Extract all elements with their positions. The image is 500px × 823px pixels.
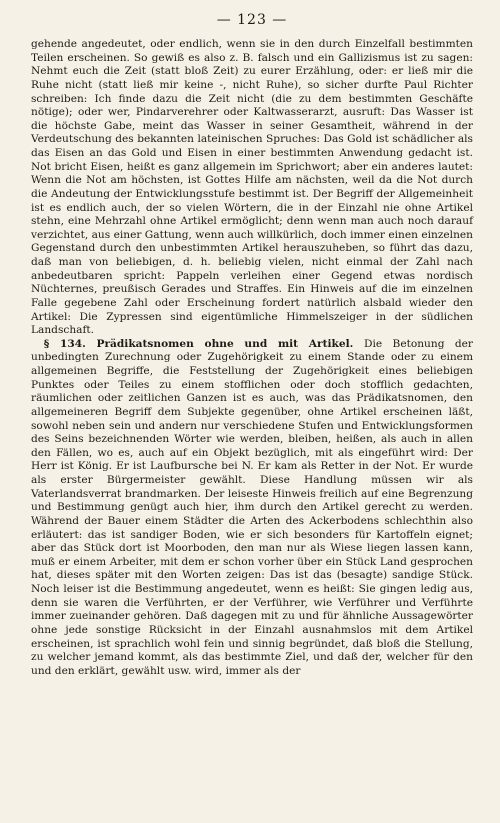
paragraph-text: gehende angedeutet, oder endlich, wenn sie in den durch Einzelfall bestimmten Teilen erscheinen. So gewiß es also z. B. falsch und ein Gallizismus ist zu sagen: Nehmt euch die Zeit (statt bloß Zeit) zu eurer Erzählung, oder: er ließ mir die Ruhe nicht (statt ließ mir keine -, nicht Ruhe), so sicher durfte Paul Richter schreiben: Ich finde dazu die Zeit nicht (die zu dem bestimmten Geschäfte nötige); oder wer, Pindarverehrer oder Kaltwasserarzt, ausruft: Das Wasser ist die höchste Gabe, meint das Wasser in seiner Gesamtheit, während in der Verdeutschung des bekannten lateinischen Spruches: Das Gold ist schädlicher als das Eisen an das Gold und Eisen in einer bestimmten Anwendung gedacht ist. Not bricht Eisen, heißt es ganz allgemein im Sprichwort; aber ein anderes lautet: Wenn die Not am höchsten, ist Gottes Hilfe am nächsten, weil da die Not durch die Andeutung der Entwicklungsstufe bestimmt ist. Der Begriff der Allgemeinheit ist es endlich auch, der so vielen Wörtern, die in der Einzahl nie ohne Artikel stehn, eine Mehrzahl ohne Artikel ermöglicht; denn wenn man auch noch darauf verzichtet, aus einer Gattung, wenn auch willkürlich, doch immer einen einzelnen Gegenstand durch den unbestimmten Artikel herauszuheben, so führt das dazu, daß man von beliebigen, d. h. beliebig vielen, nicht einmal der Zahl nach anbedeutbaren spricht: Pappeln verleihen einer Gegend etwas nordisch Nüchternes, preußisch Gerades und Straffes. Ein Hinweis auf die im einzelnen Falle gegebene Zahl oder Erscheinung fordert natürlich alsbald wieder den Artikel: Die Zypressen sind eigentümliche Himmelszeiger in der südlichen Landschaft. [31, 38, 473, 337]
section-heading: § 134. Prädikatsnomen ohne und mit Artikel. [43, 337, 364, 350]
paragraph-section-134 [31, 338, 473, 679]
paragraph-text: Die Betonung der unbedingten Zurechnung oder Zugehörigkeit zu einem Stande oder zu einem allgemeinen Begriffe, die Feststellung der Zugehörigkeit eines beliebigen Punktes oder Teiles zu einem stofflichen oder doch stofflich gedachten, räumlichen oder zeitlichen Ganzen ist es auch, was das Prädikatsnomen, den allgemeineren Begriff dem Subjekte gegenüber, ohne Artikel erscheinen läßt, sowohl neben sein und andern nur verschiedene Stufen und Entwicklungsformen des Seins bezeichnenden Wörter wie werden, bleiben, heißen, als auch in allen den Fällen, wo es, auch auf ein Objekt bezüglich, mit als eingeführt wird: Der Herr ist König. Er ist Laufbursche bei N. Er kam als Retter in der Not. Er wurde als erster Bürgermeister gewählt. Diese Handlung müssen wir als Vaterlandsverrat brandmarken. Der leiseste Hinweis freilich auf eine Begrenzung und Bestimmung genügt auch hier, ihm durch den Artikel gerecht zu werden. Während der Bauer einem Städter die Arten des Ackerbodens schlechthin also erläutert: das ist sandiger Boden, wie er sich besonders für Kartoffeln eignet; aber das Stück dort ist Moorboden, den man nur als Wiese liegen lassen kann, muß er einem Arbeiter, mit dem er schon vorher über ein Stück Land gesprochen hat, dieses später mit den Worten zeigen: Das ist das (besagte) sandige Stück. Noch leiser ist die Bestimmung angedeutet, wenn es heißt: Sie gingen ledig aus, denn sie waren die Verführten, er der Verführer, wie Verführer und Verführte immer zueinander gehören. Daß dagegen mit zu und für ähnliche Aussagewörter ohne jede sonstige Rücksicht in der Einzahl ausnahmslos mit dem Artikel erscheinen, ist sprachlich wohl fein und sinnig begründet, daß bloß die Stellung, zu welcher jemand kommt, als das bestimmte Ziel, und daß der, welcher für den und den erklärt, gewählt usw. wird, immer als der [31, 337, 473, 677]
paragraph-continuation [31, 38, 473, 338]
page-number: — 123 — [216, 12, 288, 28]
body-text [31, 38, 473, 678]
